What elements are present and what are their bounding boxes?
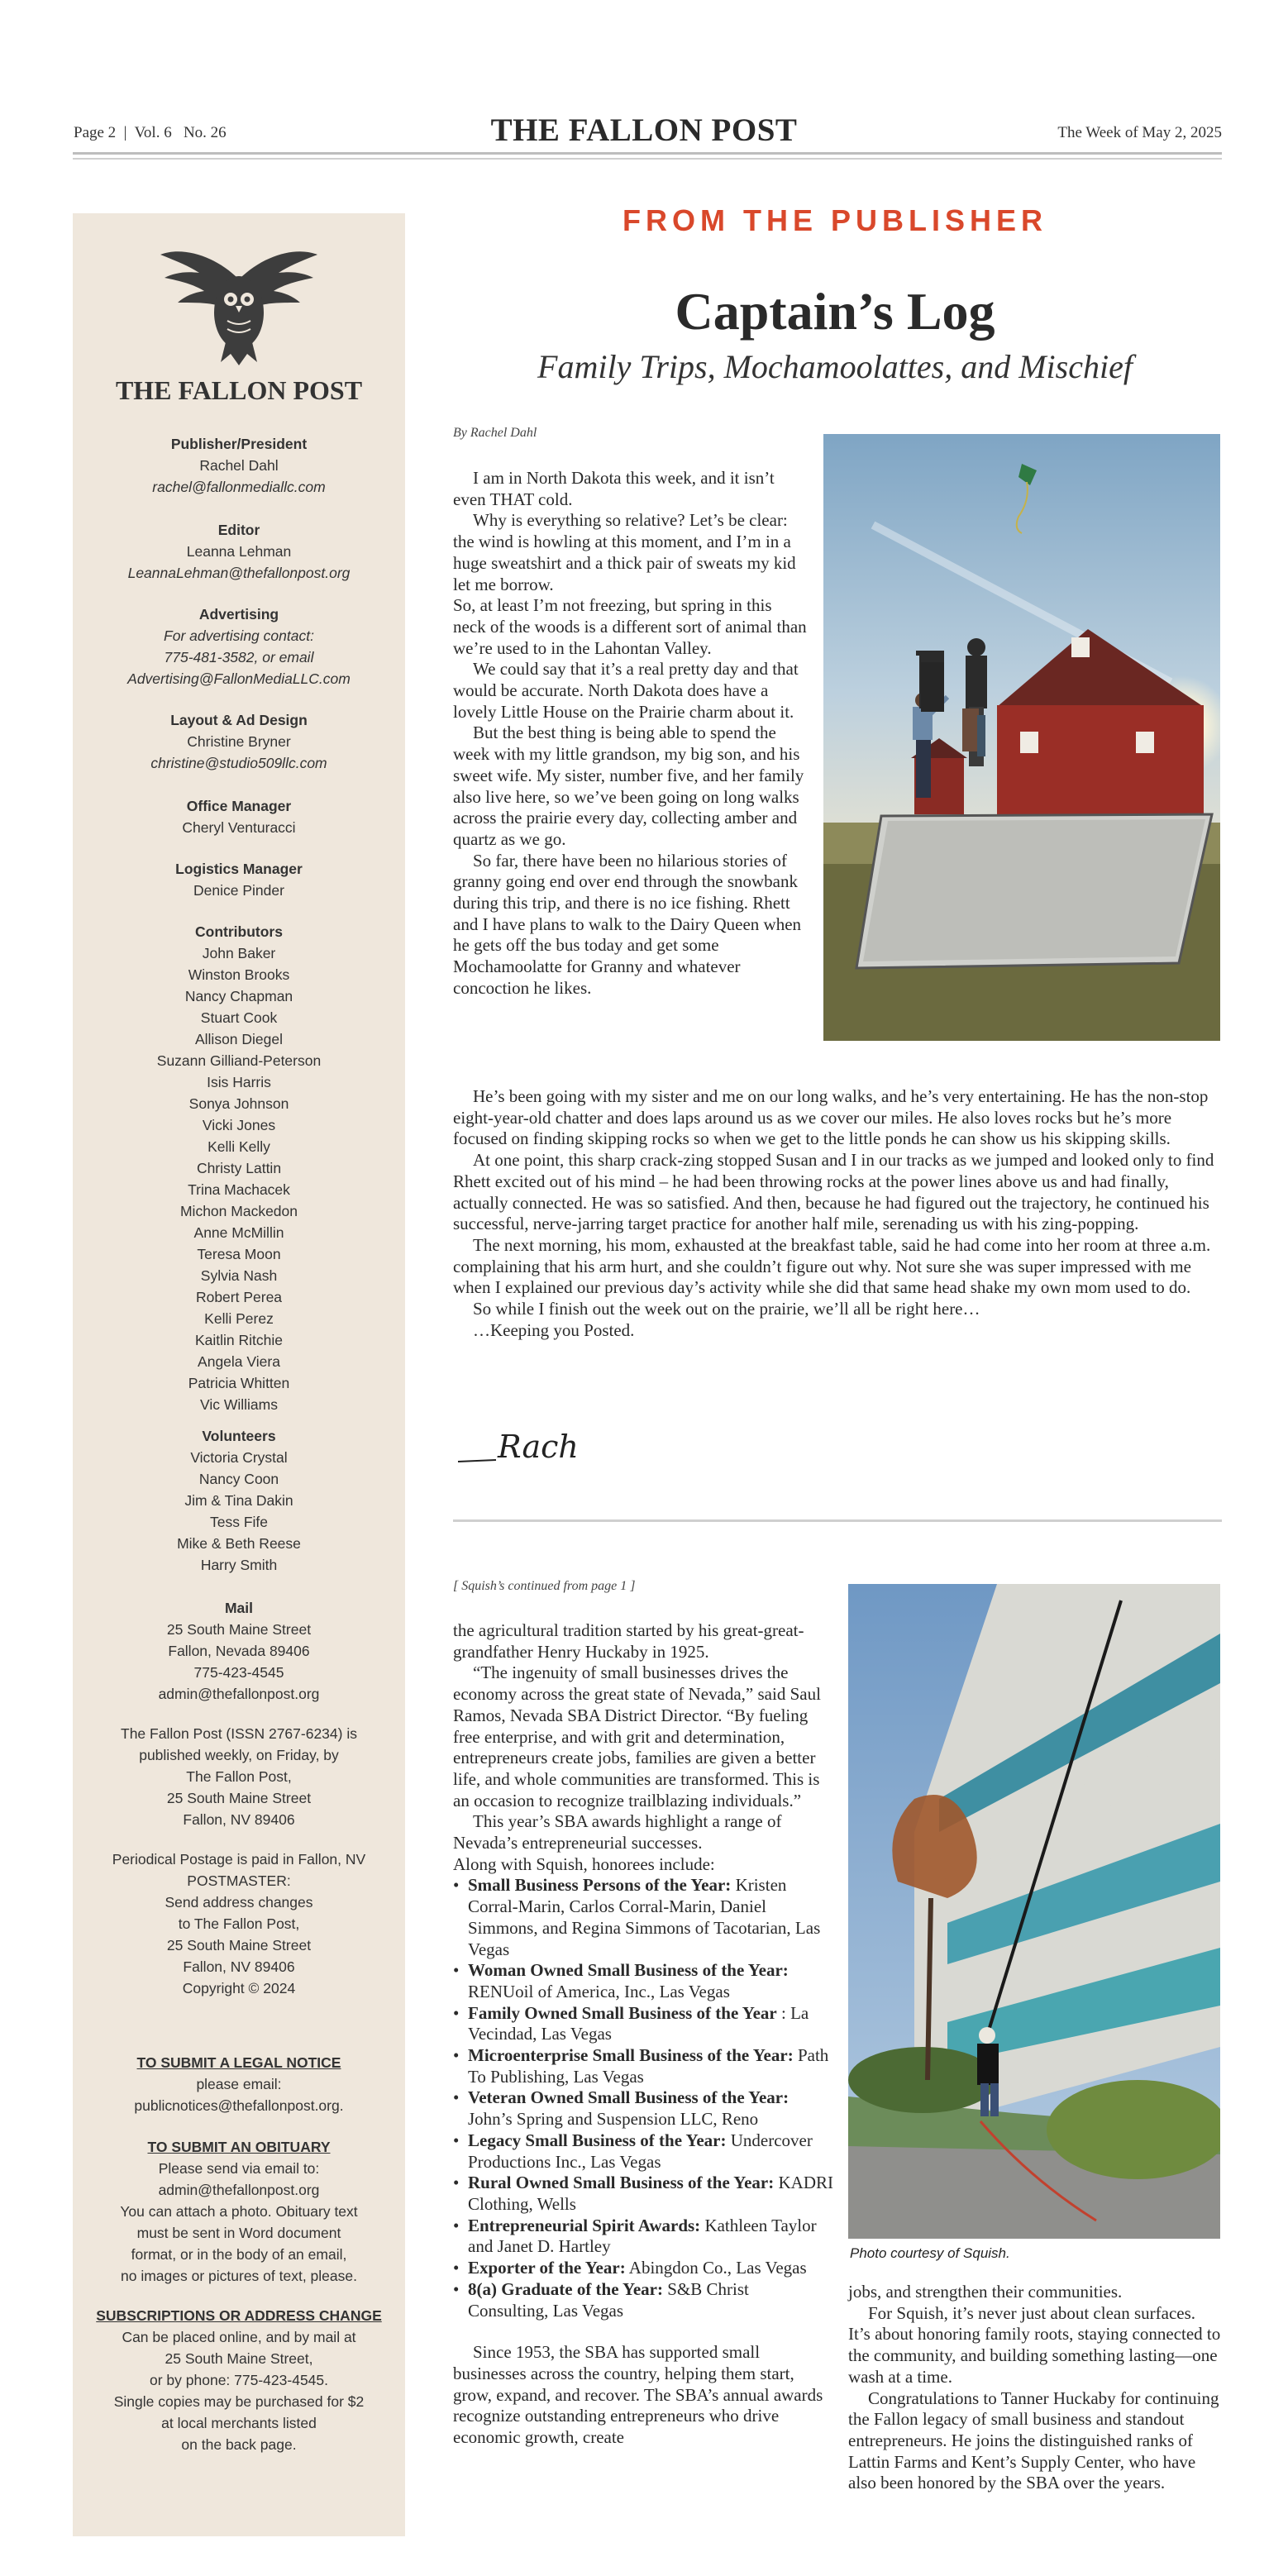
legal-notice-block bbox=[73, 2052, 405, 2116]
masthead-rule bbox=[73, 152, 1222, 155]
masthead-title: THE FALLON POST bbox=[490, 112, 798, 148]
contributor-line: Patricia Whitten bbox=[188, 1375, 290, 1391]
subscriptions-line: on the back page. bbox=[181, 2436, 297, 2453]
contributors-list bbox=[73, 942, 405, 1415]
volunteer-line: Harry Smith bbox=[200, 1557, 278, 1573]
contributor-line: Kaitlin Ritchie bbox=[194, 1332, 284, 1348]
honorees-list bbox=[453, 1875, 833, 2321]
office-block bbox=[73, 795, 405, 838]
contributor-line: Anne McMillin bbox=[193, 1224, 284, 1241]
volunteer-line: Mike & Beth Reese bbox=[177, 1535, 301, 1552]
publisher-name: Rachel Dahl bbox=[199, 457, 279, 474]
editor-email: LeannaLehman@thefallonpost.org bbox=[127, 565, 351, 581]
article1-paragraph: We could say that it’s a real pretty day and that would be accurate. North Dakota does have a lovely Little House on the Prairie charm about it. bbox=[453, 659, 799, 722]
layout-block bbox=[73, 709, 405, 774]
issn-lines bbox=[73, 1723, 405, 1830]
mail-heading: Mail bbox=[224, 1600, 254, 1616]
article2-column-left bbox=[453, 1620, 833, 2449]
obituary-line: no images or pictures of text, please. bbox=[121, 2268, 357, 2284]
volunteer-line: Victoria Crystal bbox=[190, 1449, 288, 1466]
honoree-award: Rural Owned Small Business of the Year: bbox=[468, 2173, 775, 2193]
contributor-line: Kelli Perez bbox=[204, 1310, 274, 1327]
article2-paragraph: jobs, and strengthen their communities. bbox=[848, 2282, 1123, 2302]
section-divider bbox=[453, 1519, 1222, 1522]
postage-block bbox=[73, 1849, 405, 1999]
contributor-line: Vic Williams bbox=[200, 1396, 278, 1413]
page-volume-info: Page 2 | Vol. 6 No. 26 bbox=[74, 124, 227, 141]
contributors-heading: Contributors bbox=[195, 923, 283, 940]
subscriptions-line: Single copies may be purchased for $2 bbox=[113, 2393, 365, 2410]
honoree-award: 8(a) Graduate of the Year: bbox=[468, 2278, 663, 2299]
volunteers-list bbox=[73, 1447, 405, 1576]
honoree-winner: RENUoil of America, Inc., Las Vegas bbox=[468, 1981, 730, 2001]
contributor-line: Angela Viera bbox=[198, 1353, 280, 1370]
postage-lines bbox=[73, 1849, 405, 1999]
volunteer-line: Jim & Tina Dakin bbox=[184, 1492, 293, 1509]
mail-lines bbox=[73, 1619, 405, 1705]
issn-line: The Fallon Post (ISSN 2767-6234) is bbox=[121, 1725, 357, 1742]
honoree-winner: Kathleen Taylor and Janet D. Hartley bbox=[468, 2215, 817, 2257]
subscriptions-lines bbox=[73, 2326, 405, 2455]
advertising-heading: Advertising bbox=[198, 606, 279, 623]
contributor-line: Teresa Moon bbox=[197, 1246, 281, 1262]
legal-notice-line: publicnotices@thefallonpost.org. bbox=[134, 2097, 344, 2114]
honoree-winner: John’s Spring and Suspension LLC, Reno bbox=[468, 2109, 759, 2130]
mail-line: admin@thefallonpost.org bbox=[158, 1686, 320, 1702]
article-headline: Captain’s Log bbox=[675, 282, 995, 341]
contributor-line: Michon Mackedon bbox=[179, 1203, 298, 1219]
logistics-name: Denice Pinder bbox=[193, 882, 284, 899]
issn-line: The Fallon Post, bbox=[186, 1768, 292, 1785]
honoree-award: Small Business Persons of the Year: bbox=[468, 1875, 732, 1896]
postage-line: Fallon, NV 89406 bbox=[183, 1958, 295, 1975]
contributor-line: Winston Brooks bbox=[188, 966, 290, 983]
honoree-item bbox=[453, 2279, 833, 2321]
publisher-block bbox=[73, 433, 405, 498]
volunteers-block bbox=[73, 1425, 405, 1576]
honoree-item bbox=[453, 1960, 833, 2002]
advertising-phone: 775-481-3582, or email bbox=[164, 649, 314, 665]
subscriptions-block bbox=[73, 2305, 405, 2455]
subscriptions-line: Can be placed online, and by mail at bbox=[122, 2329, 356, 2345]
prairie-house-kite-photo bbox=[823, 434, 1220, 1041]
honoree-award: Legacy Small Business of the Year: bbox=[468, 2130, 727, 2150]
editor-block bbox=[73, 519, 405, 584]
article1-paragraph: So while I finish out the week out on the prairie, we’ll all be right here… bbox=[473, 1299, 980, 1319]
subscriptions-heading: SUBSCRIPTIONS OR ADDRESS CHANGE bbox=[96, 2307, 382, 2324]
contributor-line: Allison Diegel bbox=[194, 1031, 284, 1047]
honoree-winner: Path To Publishing, Las Vegas bbox=[468, 2045, 829, 2087]
honoree-winner: Undercover Productions Inc., Las Vegas bbox=[468, 2130, 813, 2172]
issn-line: published weekly, on Friday, by bbox=[139, 1747, 339, 1763]
article1-paragraph: The next morning, his mom, exhausted at the breakfast table, said he had come into her room at three a.m. complaining that his arm hurt, and she couldn’t figure out why. Not sure she was super impressed with me when I explained our previous day’s activity while she did that same head shake my own mom used to do. bbox=[453, 1234, 1211, 1298]
article2-paragraph: Since 1953, the SBA has supported small businesses across the country, helping them start, grow, expand, and recover. The SBA’s annual awards recognize outstanding entrepreneurs who drive economic growth, create bbox=[453, 2342, 823, 2448]
layout-email: christine@studio509llc.com bbox=[150, 755, 327, 771]
signature bbox=[456, 1422, 589, 1472]
window-washing-photo bbox=[848, 1584, 1220, 2239]
publisher-heading: Publisher/President bbox=[170, 436, 308, 452]
article1-paragraph: So, at least I’m not freezing, but spring in this neck of the woods is a different sort of animal than we’re used to in the Lahontan Valley. bbox=[453, 595, 807, 658]
sidebar-title: THE FALLON POST bbox=[115, 375, 363, 405]
logistics-block bbox=[73, 858, 405, 901]
postage-line: 25 South Maine Street bbox=[166, 1937, 312, 1953]
contributor-line: Sylvia Nash bbox=[200, 1267, 278, 1284]
honoree-winner: Kristen Corral-Marin, Carlos Corral-Marin, Daniel Simmons, and Regina Simmons of Tacotarian, Las Vegas bbox=[468, 1875, 821, 1959]
obituary-line: Please send via email to: bbox=[158, 2160, 320, 2177]
article2-paragraph: “The ingenuity of small businesses drives the economy across the great state of Nevada,” said Saul Ramos, Nevada SBA District Director. “By fueling free enterprise, and with grit and determination, entrepreneurs create jobs, families are given a better life, and whole communities are transformed. This is an occasion to recognize trailblazing individuals.” bbox=[453, 1662, 821, 1810]
advertising-email: Advertising@FallonMediaLLC.com bbox=[127, 670, 351, 687]
mail-block bbox=[73, 1597, 405, 1705]
contributor-line: Trina Machacek bbox=[188, 1181, 290, 1198]
article1-paragraph: At one point, this sharp crack-zing stopped Susan and I in our tracks as we jumped and looked only to find Rhett excited out of his mind – he had been throwing rocks at the power lines above us and had finally, actually connected. He was so satisfied. And then, because he had figured out the trajectory, he continued his successful, nerve-jarring target practice for another half mile, serenading us with his zing-popping. bbox=[453, 1150, 1214, 1234]
honoree-award: Entrepreneurial Spirit Awards: bbox=[468, 2215, 701, 2235]
obituary-line: must be sent in Word document bbox=[136, 2225, 341, 2241]
honoree-award: Family Owned Small Business of the Year bbox=[468, 2002, 777, 2023]
honoree-item bbox=[453, 2003, 833, 2045]
honoree-item bbox=[453, 2130, 833, 2173]
obituary-heading: TO SUBMIT AN OBITUARY bbox=[147, 2139, 331, 2155]
legal-notice-lines bbox=[73, 2073, 405, 2116]
layout-name: Christine Bryner bbox=[187, 733, 291, 750]
contributors-block bbox=[73, 921, 405, 1415]
issn-block bbox=[73, 1723, 405, 1830]
continued-line: [ Squish’s continued from page 1 ] bbox=[453, 1579, 636, 1593]
article-byline: By Rachel Dahl bbox=[453, 426, 537, 440]
volunteers-heading: Volunteers bbox=[202, 1428, 276, 1444]
contributor-line: Vicki Jones bbox=[202, 1117, 276, 1133]
honoree-item bbox=[453, 2087, 833, 2130]
article2-column-right bbox=[848, 2282, 1222, 2494]
owl-logo-icon bbox=[156, 230, 322, 370]
article1-fullwidth bbox=[453, 1086, 1222, 1341]
postage-line: Send address changes bbox=[165, 1894, 313, 1911]
article2-paragraph: For Squish, it’s never just about clean surfaces. It’s about honoring family roots, staying connected to the community, and building something lasting—one wash at a time. bbox=[848, 2302, 1221, 2387]
postage-line: to The Fallon Post, bbox=[178, 1915, 300, 1932]
subscriptions-line: 25 South Maine Street, bbox=[165, 2350, 313, 2367]
honoree-award: Microenterprise Small Business of the Year: bbox=[468, 2045, 794, 2066]
article2-paragraph: the agricultural tradition started by his great-great-grandfather Henry Huckaby in 1925. bbox=[453, 1620, 804, 1662]
article-deck: Family Trips, Mochamoolattes, and Mischief bbox=[537, 348, 1133, 385]
contributor-line: Nancy Chapman bbox=[184, 988, 293, 1004]
contributor-line: John Baker bbox=[202, 945, 276, 961]
postage-line: POSTMASTER: bbox=[187, 1872, 291, 1889]
honoree-item bbox=[453, 2258, 833, 2279]
volunteer-line: Nancy Coon bbox=[198, 1471, 279, 1487]
contributor-line: Sonya Johnson bbox=[188, 1095, 289, 1112]
article2-paragraph: This year’s SBA awards highlight a range of Nevada’s entrepreneurial successes. bbox=[453, 1811, 782, 1853]
logistics-heading: Logistics Manager bbox=[175, 861, 303, 877]
contributor-line: Christy Lattin bbox=[196, 1160, 282, 1176]
issn-line: Fallon, NV 89406 bbox=[183, 1811, 295, 1828]
contributor-line: Isis Harris bbox=[207, 1074, 271, 1090]
honoree-item bbox=[453, 1875, 833, 1960]
contributor-line: Suzann Gilliand-Peterson bbox=[156, 1052, 322, 1069]
obituary-lines bbox=[73, 2158, 405, 2287]
volunteer-line: Tess Fife bbox=[209, 1514, 269, 1530]
staff-sidebar bbox=[73, 213, 405, 2536]
postage-line: Periodical Postage is paid in Fallon, NV bbox=[112, 1851, 366, 1868]
mail-line: Fallon, Nevada 89406 bbox=[168, 1643, 310, 1659]
mail-line: 775-423-4545 bbox=[193, 1664, 284, 1681]
honoree-item bbox=[453, 2045, 833, 2087]
legal-notice-line: please email: bbox=[196, 2076, 282, 2092]
office-name: Cheryl Venturacci bbox=[182, 819, 296, 836]
obituary-block bbox=[73, 2136, 405, 2287]
article1-paragraph: Why is everything so relative? Let’s be clear: the wind is howling at this moment, and I’m in a huge sweatshirt and a thick pair of sweats my kid let me borrow. bbox=[453, 510, 796, 594]
honoree-winner: S&B Christ Consulting, Las Vegas bbox=[468, 2278, 749, 2321]
honoree-item bbox=[453, 2173, 833, 2215]
editor-heading: Editor bbox=[217, 522, 260, 538]
advertising-block bbox=[73, 603, 405, 689]
obituary-line: format, or in the body of an email, bbox=[131, 2246, 347, 2263]
article2-paragraph: Congratulations to Tanner Huckaby for continuing the Fallon legacy of small business and standout entrepreneurs. He joins the distinguished ranks of Lattin Farms and Kent’s Supply Center, who have also been honored by the SBA over the years. bbox=[848, 2388, 1219, 2493]
obituary-line: admin@thefallonpost.org bbox=[158, 2182, 320, 2198]
honoree-award: Veteran Owned Small Business of the Year: bbox=[468, 2087, 789, 2108]
honoree-winner: KADRI Clothing, Wells bbox=[468, 2173, 833, 2214]
editor-name: Leanna Lehman bbox=[186, 543, 292, 560]
subscriptions-line: at local merchants listed bbox=[161, 2415, 317, 2431]
publisher-email: rachel@fallonmediallc.com bbox=[152, 479, 326, 495]
article1-paragraph: He’s been going with my sister and me on our long walks, and he’s very entertaining. He has the non-stop eight-year-old chatter and does laps around us as we cover our miles. He also loves rocks but he’s more focused on finding skipping rocks so when we get to the little ponds he can show us his skipping skills. bbox=[453, 1086, 1209, 1149]
issue-date: The Week of May 2, 2025 bbox=[1057, 124, 1222, 141]
article1-column bbox=[453, 468, 809, 999]
contributor-line: Stuart Cook bbox=[200, 1009, 278, 1026]
article2-paragraph: Along with Squish, honorees include: bbox=[453, 1853, 715, 1874]
honoree-winner: : La Vecindad, Las Vegas bbox=[468, 2002, 809, 2044]
article1-paragraph: So far, there have been no hilarious stories of granny going end over end through the snowbank during this trip, and there is no ice fishing. Rhett and I have plans to walk to the Dairy Queen when he gets off the bus today and get some Mochamoolatte for Granny and whatever concoction he likes. bbox=[453, 850, 802, 998]
advertising-line: For advertising contact: bbox=[164, 627, 314, 644]
article1-paragraph: …Keeping you Posted. bbox=[473, 1319, 635, 1340]
office-heading: Office Manager bbox=[186, 798, 292, 814]
obituary-line: You can attach a photo. Obituary text bbox=[120, 2203, 358, 2220]
photo-credit: Photo courtesy of Squish. bbox=[850, 2245, 1010, 2261]
contributor-line: Robert Perea bbox=[195, 1289, 283, 1305]
masthead-rule-secondary bbox=[73, 158, 1222, 160]
issn-line: 25 South Maine Street bbox=[166, 1790, 312, 1806]
article1-paragraph: I am in North Dakota this week, and it isn’t even THAT cold. bbox=[453, 468, 775, 509]
article1-paragraph: But the best thing is being able to spend the week with my little grandson, my big son, and his sweet wife. My sister, number five, and her family also live here, so we’ve been going on long walks across the prairie every day, collecting amber and quartz as we go. bbox=[453, 723, 804, 849]
mail-line: 25 South Maine Street bbox=[166, 1621, 312, 1638]
honoree-item bbox=[453, 2216, 833, 2258]
legal-notice-heading: TO SUBMIT A LEGAL NOTICE bbox=[136, 2054, 341, 2071]
postage-line: Copyright © 2024 bbox=[182, 1980, 296, 1996]
section-kicker: FROM THE PUBLISHER bbox=[622, 203, 1047, 237]
honoree-winner: Abingdon Co., Las Vegas bbox=[628, 2258, 807, 2278]
subscriptions-line: or by phone: 775-423-4545. bbox=[150, 2372, 328, 2388]
contributor-line: Kelli Kelly bbox=[208, 1138, 270, 1155]
signature-text: Rach bbox=[498, 1429, 579, 1465]
layout-heading: Layout & Ad Design bbox=[170, 712, 308, 728]
honoree-award: Woman Owned Small Business of the Year: bbox=[468, 1960, 789, 1981]
honoree-award: Exporter of the Year: bbox=[468, 2258, 626, 2278]
